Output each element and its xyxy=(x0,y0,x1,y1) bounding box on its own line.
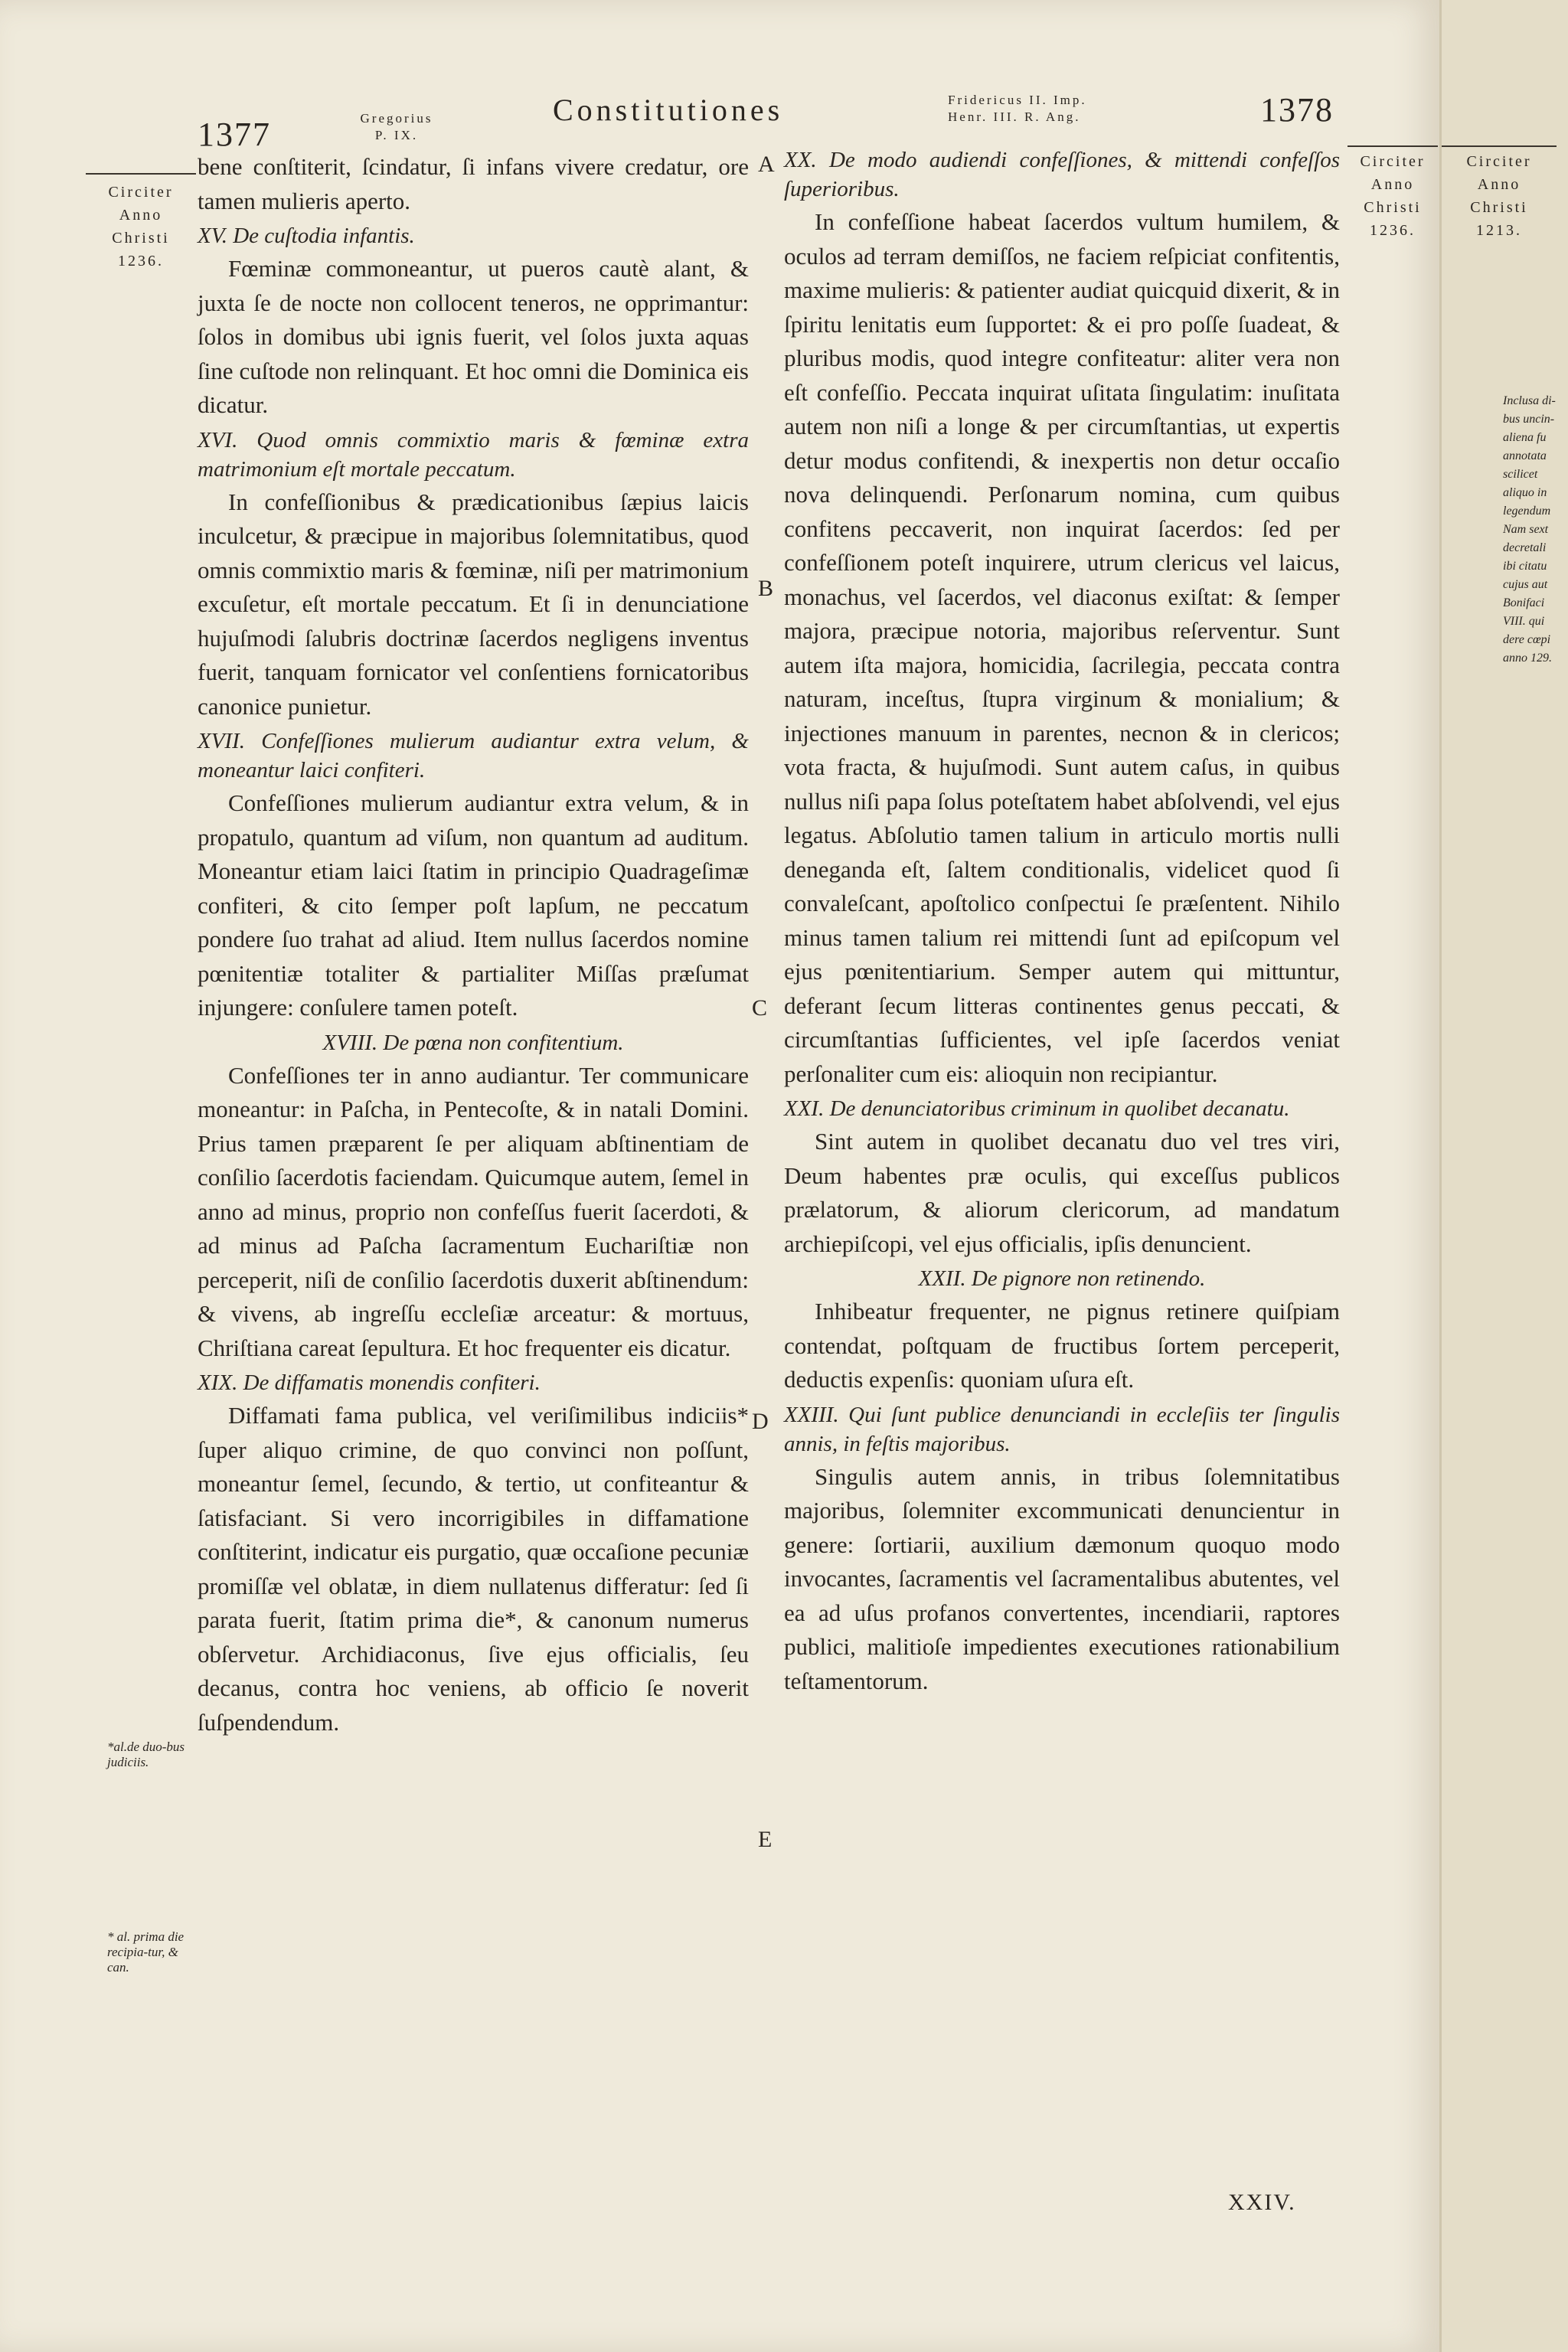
next-page-note-line: Bonifaci xyxy=(1503,596,1545,609)
next-page-note-line: decretali xyxy=(1503,541,1547,554)
chapter-paragraph: bene conſtiterit, ſcindatur, ſi infans vivere credatur, ore tamen mulieris aperto. xyxy=(198,153,749,214)
runner-king: Henr. III. R. Ang. xyxy=(948,109,1081,124)
chapter-paragraph: Diffamati fama publica, vel veriſimilibus indiciis* ſuper aliquo crimine, de quo convinci non poſſunt, moneantur ſemel, ſecundo, & tertio, ut confiteantur & ſatisfaciant. Si vero incorrigibiles in diffamatione conſtiterint, indicatur eis purgatio, quæ occaſione pecuniæ promiſſæ vel oblatæ, in diem nullatenus differatur: ſed ſi parata fuerit, ſtatim prima die*, & canonum numerus obſervetur. Archidiaconus, ſive ejus officialis, ſeu decanus, contra hoc veniens, ab officio ſe noverit ſuſpendendum. xyxy=(198,1402,749,1736)
section-letter-e: E xyxy=(758,1827,773,1852)
runner-pope-number: P. IX. xyxy=(374,128,419,142)
next-page-note-line: aliquo in xyxy=(1503,486,1547,499)
date-christi: Christi xyxy=(112,230,170,247)
right-folio-number: 1378 xyxy=(1260,91,1334,129)
left-margin-date xyxy=(86,181,196,273)
chapter-paragraph: Confeſſiones ter in anno audiantur. Ter communicare moneantur: in Paſcha, in Pentecoſte, & in natali Domini. Prius tamen præparent ſe per aliquam abſtinentiam de conſilio ſacerdotis faciendam. Quicumque autem, ſemel in anno ad minus, proprio non confeſſus fuerit ſacerdoti, & ad minus ad Paſcha ſacramentum Euchariſtiæ non perceperit, niſi de conſilio ſacerdotis duxerit abſtinendum: & vivens, ab ingreſſu eccleſiæ arceatur: & mortuus, Chriſtiana careat ſepultura. Et hoc frequenter eis dicatur. xyxy=(198,1061,749,1361)
date-year: 1236. xyxy=(1370,222,1416,239)
next-page-note-line: cujus aut xyxy=(1503,578,1548,591)
date-year: 1236. xyxy=(118,253,164,270)
marginal-note-variant-2: * al. prima die recipia-tur, & can. xyxy=(107,1929,185,1975)
date-year: 1213. xyxy=(1476,222,1522,239)
runner-pope: Gregorius xyxy=(360,111,433,126)
next-page-note-line: anno 129. xyxy=(1503,652,1552,665)
margin-rule-next xyxy=(1442,145,1557,147)
chapter-heading: XVI. Quod omnis commixtio maris & fœminæ extra matrimonium eſt mortale peccatum. xyxy=(198,427,749,482)
left-text-column xyxy=(198,150,749,1740)
date-anno: Anno xyxy=(1370,176,1415,193)
next-page-note-line: Inclusa di- xyxy=(1503,394,1556,407)
section-letter-a: A xyxy=(758,152,775,177)
chapter-heading: XV. De cuſtodia infantis. xyxy=(198,224,415,248)
right-running-head xyxy=(948,92,1101,126)
runner-emperor: Fridericus II. Imp. xyxy=(948,93,1087,107)
date-circiter: Circiter xyxy=(108,184,174,201)
marginal-note-variant-1: *al.de duo-bus judiciis. xyxy=(107,1740,185,1769)
right-text-column xyxy=(784,142,1340,1698)
chapter-heading: XX. De modo audiendi confeſſiones, & mittendi confeſſos ſuperioribus. xyxy=(784,148,1340,201)
date-christi: Christi xyxy=(1470,199,1528,216)
chapter-paragraph: In confeſſione habeat ſacerdos vultum humilem, & oculos ad terram demiſſos, ne faciem reſpiciat confitentis, maxime mulieris: & patienter audiat quicquid dixerit, & in ſpiritu lenitatis eum ſupportet: & ei pro poſſe ſuadeat, & pluribus modis, quod integre confiteatur: aliter vera non eſt confeſſio. Peccata inquirat uſitata ſingulatim: inuſitata autem non niſi a longe & per circumſtantias, ut expertis detur modus confitendi, & inexpertis non detur occaſio nova delinquendi. Perſonarum nomina, cum quibus confitens peccaverit, non inquirat ſacerdos: ſed per confeſſionem poteſt inquirere, utrum clericus vel laicus, monachus, vel ſacerdos, vel diaconus exiſtat: & ſemper majora, præcipue notoria, majoribus reſerventur. Sunt autem iſta majora, homicidia, ſacrilegia, peccata contra naturam, inceſtus, ſtupra virginum & monialium; & injectiones manuum in parentes, necnon & in clericos; vota fracta, & hujuſmodi. Sunt autem caſus, in quibus nullus niſi papa ſolus poteſtatem habet abſolvendi, vel ejus legatus. Abſolutio tamen talium in articulo mortis nulli deneganda eſt, ſaltem conditionalis, videlicet quod ſi convaleſcant, apoſtolico conſpectui ſe præſentent. Nihilo minus tamen talium rei mittendi ſunt ad epiſcopum vel ejus pœnitentiarium. Semper autem qui mittuntur, deferant ſecum litteras continentes genus peccati, & circumſtantias ſufficientes, vel ipſe ſacerdos veniat perſonaliter cum eis: alioquin non recipiantur. xyxy=(784,208,1340,1087)
next-page-marginal-note xyxy=(1503,392,1568,668)
chapter-heading: XVIII. De pœna non confitentium. xyxy=(322,1030,624,1055)
margin-rule xyxy=(86,173,196,175)
chapter-heading: XVII. Confeſſiones mulierum audiantur extra velum, & moneantur laici confiteri. xyxy=(198,729,749,782)
section-letter-b: B xyxy=(758,576,774,601)
section-letter-c: C xyxy=(752,995,768,1021)
next-page-note-line: scilicet xyxy=(1503,468,1538,481)
adjacent-page-edge xyxy=(1439,0,1568,2352)
date-circiter: Circiter xyxy=(1466,153,1532,170)
next-page-note-line: legendum xyxy=(1503,505,1551,518)
next-page-note-line: ibi citatu xyxy=(1503,560,1547,573)
chapter-paragraph: Confeſſiones mulierum audiantur extra velum, & in propatulo, quantum ad viſum, non quantum ad auditum. Moneantur etiam laici ſtatim in principio Quadrageſimæ confiteri, & cito ſemper poſt lapſum, ne peccatum pondere ſuo trahat ad aliud. Item nullus ſacerdos nomine pœnitentiæ totaliter & partialiter Miſſas præſumat injungere: conſulere tamen poteſt. xyxy=(198,789,749,1021)
next-page-note-line: bus uncin- xyxy=(1503,413,1555,426)
chapter-paragraph: Singulis autem annis, in tribus ſolemnitatibus majoribus, ſolemniter excommunicati denuncientur in genere: ſortiarii, auxilium dæmonum quoquo modo invocantes, ſacramentis vel ſacramentalibus abutentes, vel ea ad uſus profanos convertentes, incendiarii, raptores publici, malitioſe impedientes executiones rationabilium teſtamentorum. xyxy=(784,1462,1340,1694)
chapter-heading: XXII. De pignore non retinendo. xyxy=(918,1266,1206,1291)
next-page-note-line: VIII. qui xyxy=(1503,615,1545,628)
section-letter-d: D xyxy=(752,1409,769,1434)
chapter-paragraph: Sint autem in quolibet decanatu duo vel tres viri, Deum habentes præ oculis, qui exceſſus publicos prælatorum, & aliorum clericorum, ad mandatum archiepiſcopi, vel ejus officialis, ipſis denuncient. xyxy=(784,1128,1340,1257)
next-page-note-line: annotata xyxy=(1503,449,1547,462)
chapter-paragraph: Fœminæ commoneantur, ut pueros cautè alant, & juxta ſe de nocte non collocent teneros, ne opprimantur: ſolos in domibus ubi ignis fuerit, vel ſolos juxta aquas ſine cuſtode non relinquant. Et hoc omni die Dominica eis dicatur. xyxy=(198,255,749,418)
signature-mark: XXIV. xyxy=(1228,2190,1296,2215)
next-page-note-line: Nam sext xyxy=(1503,523,1549,536)
right-margin-date xyxy=(1348,150,1438,242)
chapter-paragraph: In confeſſionibus & prædicationibus ſæpius laicis inculcetur, & præcipue in majoribus ſolemnitatibus, quod omnis commixtio maris & fœminæ, niſi per matrimonium excuſetur, eſt mortale peccatum. Et ſi in denunciatione hujuſmodi ſalubris doctrinæ ſacerdos negligens inventus fuerit, tanquam fornicator vel conſentiens fornicatoribus canonice punietur. xyxy=(198,488,749,720)
next-page-note-line: dere cœpi xyxy=(1503,633,1551,646)
left-folio-number: 1377 xyxy=(198,116,271,153)
date-anno: Anno xyxy=(119,207,163,224)
chapter-heading: XXIII. Qui ſunt publice denunciandi in eccleſiis ter ſingulis annis, in feſtis majoribus. xyxy=(784,1402,1340,1456)
date-circiter: Circiter xyxy=(1360,153,1426,170)
next-page-note-line: aliena fu xyxy=(1503,431,1547,444)
date-christi: Christi xyxy=(1364,199,1422,216)
date-anno: Anno xyxy=(1477,176,1521,193)
next-page-date xyxy=(1442,150,1557,242)
page-title: Constitutiones xyxy=(553,93,784,127)
chapter-heading: XIX. De diffamatis monendis confiteri. xyxy=(198,1370,541,1395)
left-running-head xyxy=(343,110,450,144)
chapter-paragraph: Inhibeatur frequenter, ne pignus retinere quiſpiam contendat, poſtquam de fructibus ſortem perceperit, deductis expenſis: quoniam uſura eſt. xyxy=(784,1298,1340,1393)
margin-rule-right xyxy=(1348,145,1438,147)
chapter-heading: XXI. De denunciatoribus criminum in quolibet decanatu. xyxy=(784,1096,1290,1121)
